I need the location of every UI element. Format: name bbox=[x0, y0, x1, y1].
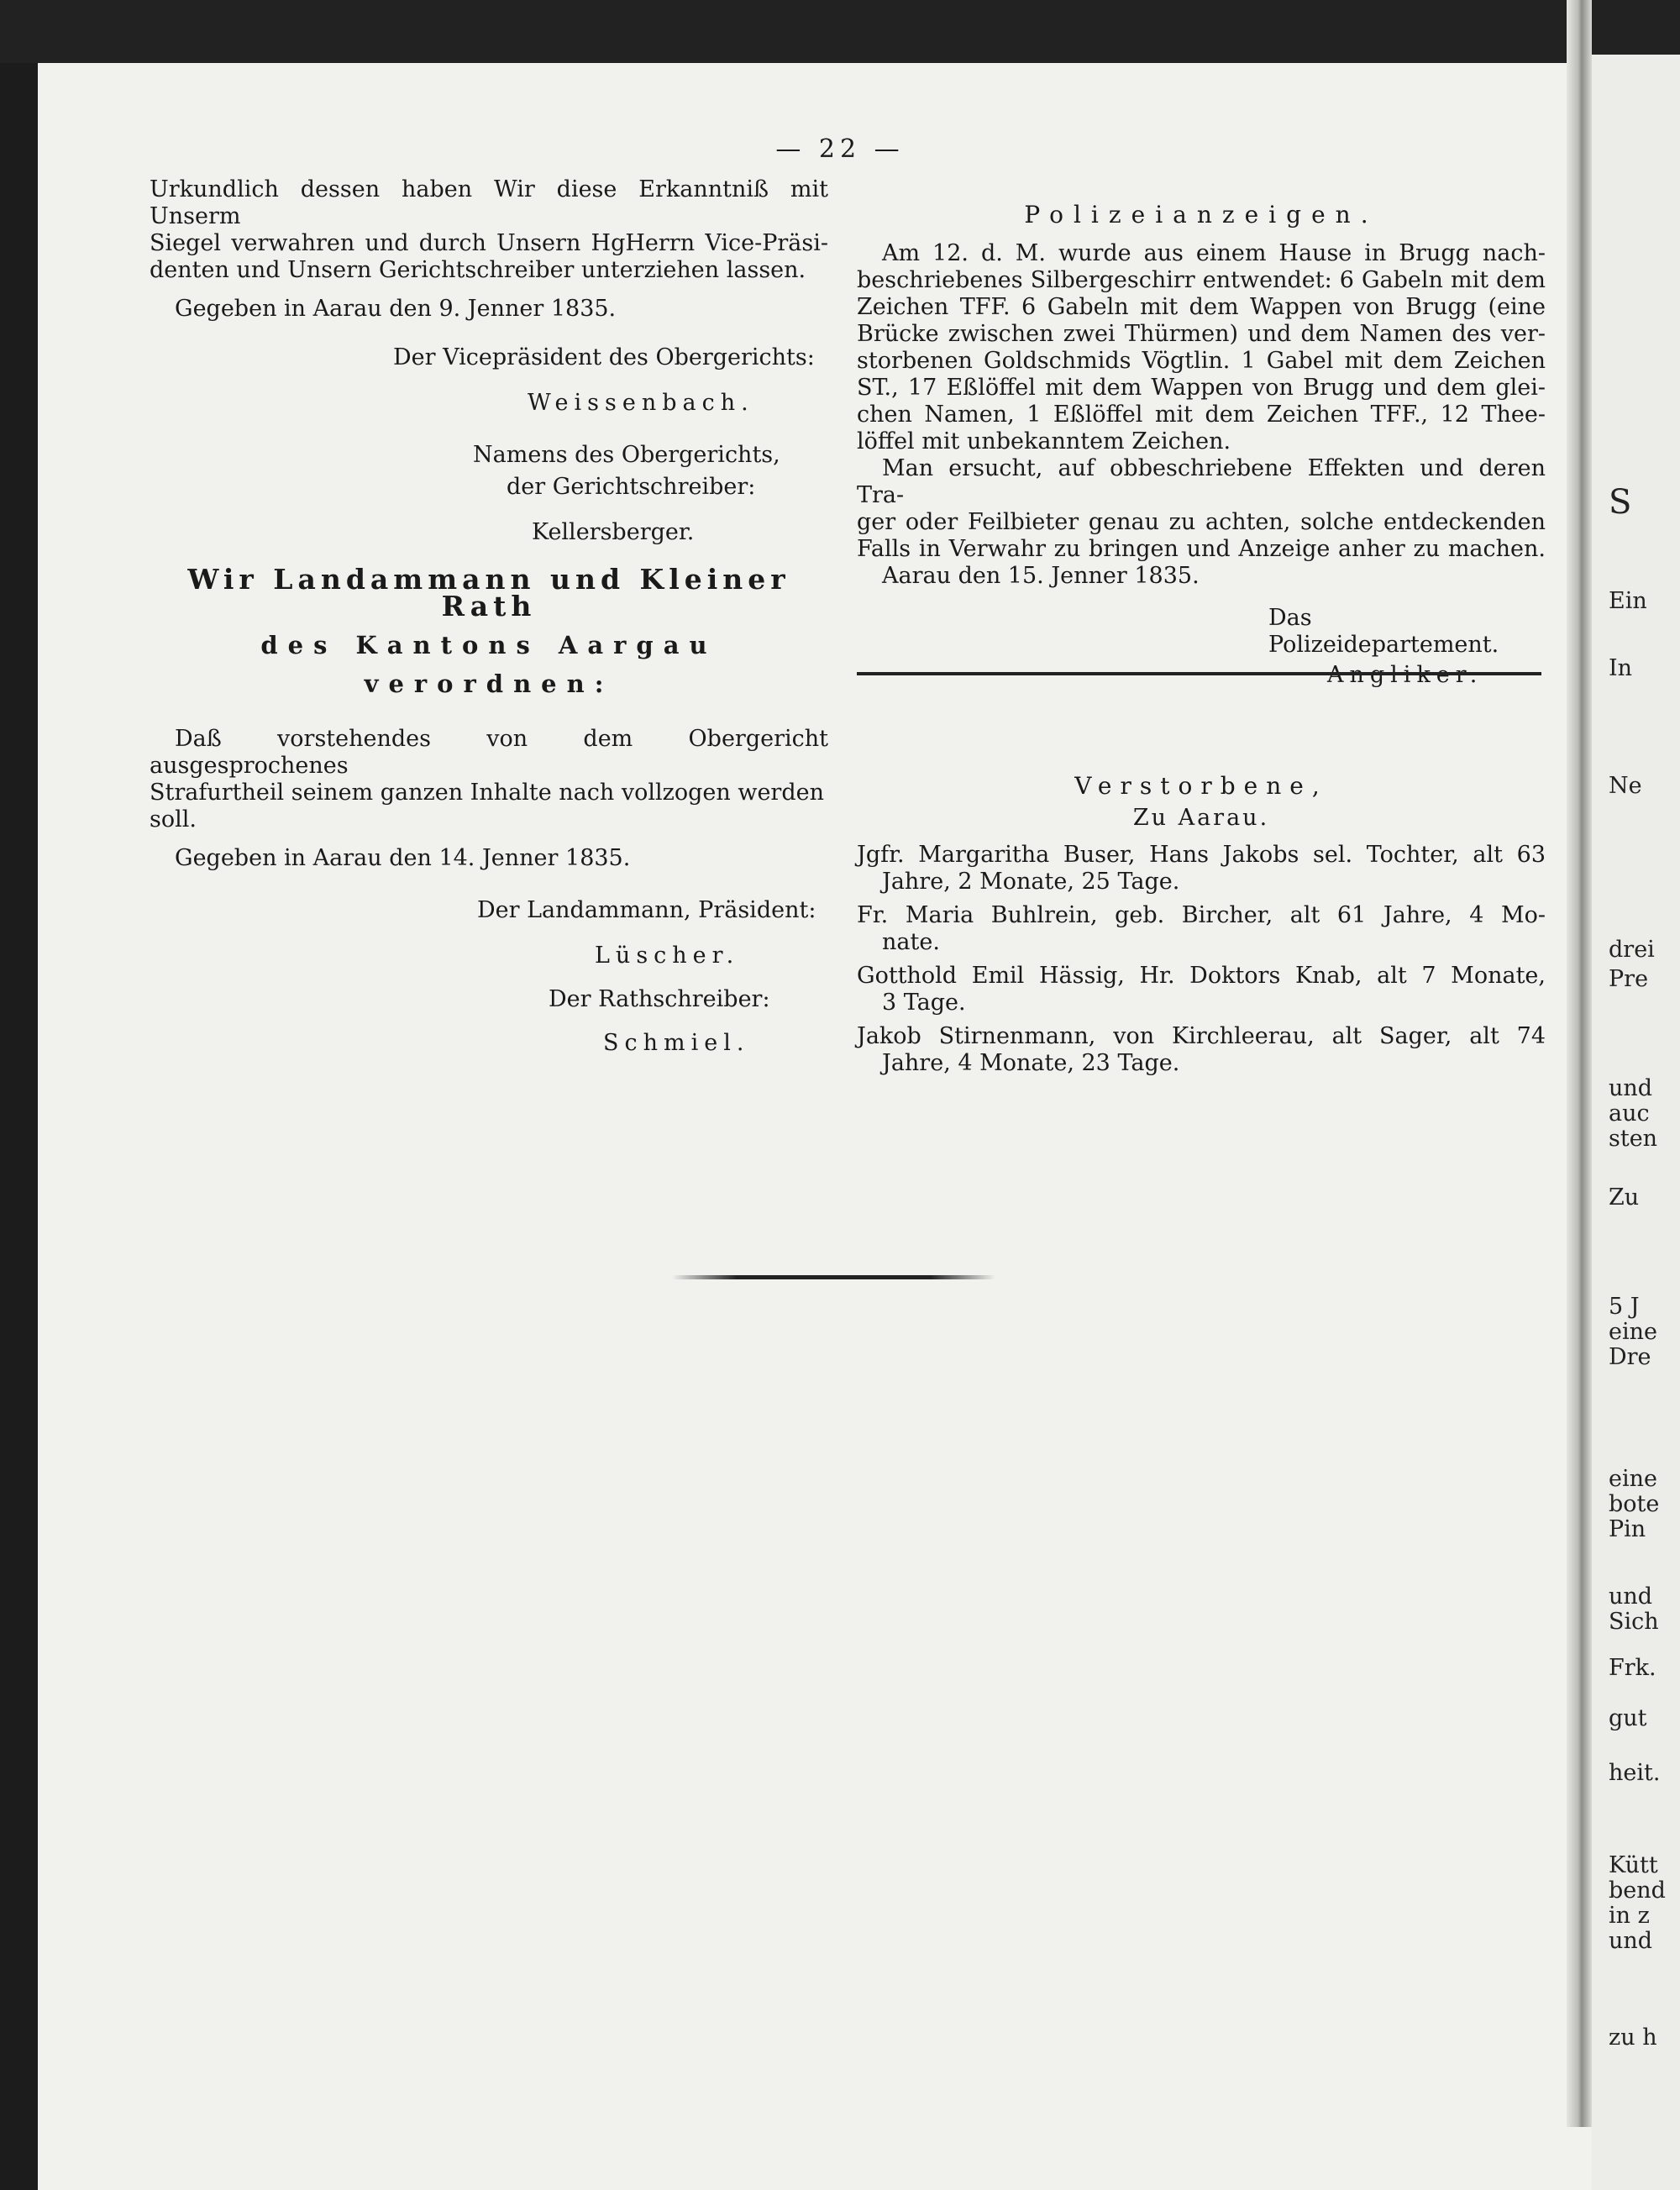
list-item bbox=[857, 963, 1546, 1016]
decree-heading: Wir Landammann und Kleiner Rath bbox=[187, 563, 790, 622]
edge-fragment: gut bbox=[1609, 1705, 1647, 1731]
deceased-place: Zu Aarau. bbox=[1132, 805, 1270, 831]
list-item bbox=[857, 902, 1546, 956]
text-line: Am 12. d. M. wurde aus einem Hause in Brugg nach- bbox=[882, 240, 1546, 266]
list-item bbox=[857, 842, 1546, 895]
text-line: nate. bbox=[882, 929, 940, 955]
edge-fragment: zu h bbox=[1609, 2025, 1657, 2051]
edge-fragment: bote bbox=[1609, 1491, 1660, 1517]
scan-border bbox=[0, 0, 1680, 63]
police-request bbox=[857, 455, 1546, 563]
edge-fragment: auc bbox=[1609, 1100, 1650, 1127]
edge-fragment: Kütt bbox=[1609, 1852, 1658, 1878]
text-line: 3 Tage. bbox=[882, 990, 966, 1016]
edge-fragment: S bbox=[1609, 483, 1632, 522]
edge-fragment: Ein bbox=[1609, 588, 1647, 614]
edge-fragment: In bbox=[1609, 655, 1633, 681]
police-date: Aarau den 15. Jenner 1835. bbox=[882, 563, 1200, 589]
edge-fragment: Ne bbox=[1609, 773, 1642, 799]
edge-fragment: eine bbox=[1609, 1466, 1657, 1492]
edge-fragment: in z bbox=[1609, 1903, 1650, 1929]
certification-paragraph bbox=[150, 176, 828, 284]
namens-line: Namens des Obergerichts, bbox=[473, 442, 780, 468]
president-name: Lüscher. bbox=[595, 943, 740, 969]
page-number: — 22 — bbox=[775, 134, 905, 164]
text-line: Jgfr. Margaritha Buser, Hans Jakobs sel. Tochter, alt 63 bbox=[857, 842, 1546, 868]
text-line: storbenen Goldschmids Vögtlin. 1 Gabel mit dem Zeichen bbox=[857, 348, 1546, 374]
edge-fragment: Pre bbox=[1609, 966, 1649, 992]
edge-fragment: sten bbox=[1609, 1126, 1658, 1152]
text-line: Jahre, 4 Monate, 23 Tage. bbox=[882, 1050, 1180, 1076]
edge-fragment: bend bbox=[1609, 1878, 1666, 1904]
text-line: Daß vorstehendes von dem Obergericht ausgesprochenes bbox=[150, 726, 828, 779]
left-column bbox=[150, 176, 828, 1057]
edge-fragment: und bbox=[1609, 1928, 1653, 1954]
vice-president-title: Der Vicepräsident des Obergerichts: bbox=[393, 344, 815, 370]
edge-fragment: drei bbox=[1609, 937, 1655, 963]
clerk-title: der Gerichtschreiber: bbox=[507, 474, 756, 500]
given-date: Gegeben in Aarau den 9. Jenner 1835. bbox=[175, 296, 617, 322]
list-item bbox=[857, 1023, 1546, 1077]
police-official bbox=[857, 662, 1546, 689]
text-line: beschriebenes Silbergeschirr entwendet: 6 Gabeln mit dem bbox=[857, 267, 1546, 293]
decree-canton: des Kantons Aargau bbox=[260, 631, 717, 659]
text-line: Gotthold Emil Hässig, Hr. Doktors Knab, alt 7 Monate, bbox=[857, 963, 1546, 989]
secretary-name: Schmiel. bbox=[603, 1030, 750, 1056]
text-line: Jakob Stirnenmann, von Kirchleerau, alt Sager, alt 74 bbox=[857, 1023, 1546, 1049]
edge-fragment: Dre bbox=[1609, 1344, 1651, 1370]
police-heading: Polizeianzeigen. bbox=[1024, 201, 1378, 228]
text-line: Strafurtheil seinem ganzen Inhalte nach vollzogen werden soll. bbox=[150, 780, 824, 832]
edge-fragment: heit. bbox=[1609, 1760, 1661, 1786]
text-line: Urkundlich dessen haben Wir diese Erkanntniß mit Unserm bbox=[150, 176, 828, 229]
police-department: Das Polizeidepartement. bbox=[1268, 605, 1499, 658]
text-line: Zeichen TFF. 6 Gabeln mit dem Wappen von Brugg (eine bbox=[857, 294, 1546, 320]
president-title: Der Landammann, Präsident: bbox=[477, 897, 816, 923]
text-line: Fr. Maria Buhlrein, geb. Bircher, alt 61 Jahre, 4 Mo- bbox=[857, 902, 1546, 928]
right-column bbox=[857, 202, 1546, 1077]
decree-paragraph bbox=[150, 726, 828, 833]
edge-fragment: Frk. bbox=[1609, 1655, 1656, 1681]
edge-fragment: und bbox=[1609, 1583, 1653, 1610]
edge-fragment: Pin bbox=[1609, 1516, 1646, 1542]
text-line: ST., 17 Eßlöffel mit dem Wappen von Brugg und dem glei- bbox=[857, 375, 1546, 401]
deceased-heading: Verstorbene, bbox=[1074, 772, 1328, 800]
text-line: Jahre, 2 Monate, 25 Tage. bbox=[882, 869, 1180, 895]
decree-verb: verordnen: bbox=[364, 670, 614, 698]
text-line: chen Namen, 1 Eßlöffel mit dem Zeichen TFF., 12 Thee- bbox=[857, 402, 1546, 428]
edge-fragment: Zu bbox=[1609, 1184, 1640, 1211]
page-fold bbox=[1567, 0, 1592, 2127]
end-rule bbox=[672, 1275, 995, 1279]
column-rule bbox=[857, 672, 1541, 675]
vice-president-name: Weissenbach. bbox=[528, 390, 754, 416]
edge-fragment: eine bbox=[1609, 1319, 1657, 1345]
text-line: Man ersucht, auf obbeschriebene Effekten und deren Tra- bbox=[857, 455, 1546, 508]
text-line: Brücke zwischen zwei Thürmen) und dem Namen des ver- bbox=[857, 321, 1546, 347]
text-line: löffel mit unbekanntem Zeichen. bbox=[857, 428, 1231, 454]
given-date: Gegeben in Aarau den 14. Jenner 1835. bbox=[175, 845, 631, 871]
text-line: denten und Unsern Gerichtschreiber unterziehen lassen. bbox=[150, 257, 806, 283]
edge-fragment: 5 J bbox=[1609, 1294, 1640, 1320]
text-line: Siegel verwahren und durch Unsern HgHerrn Vice-Präsi- bbox=[150, 230, 828, 256]
clerk-name: Kellersberger. bbox=[532, 519, 695, 545]
secretary-title: Der Rathschreiber: bbox=[549, 986, 770, 1012]
text-line: ger oder Feilbieter genau zu achten, solche entdeckenden bbox=[857, 509, 1546, 535]
text-line: Falls in Verwahr zu bringen und Anzeige anher zu machen. bbox=[857, 536, 1546, 562]
edge-fragment: und bbox=[1609, 1075, 1653, 1101]
deceased-list bbox=[857, 842, 1546, 1077]
edge-fragment: Sich bbox=[1609, 1609, 1659, 1635]
police-notice bbox=[857, 240, 1546, 455]
